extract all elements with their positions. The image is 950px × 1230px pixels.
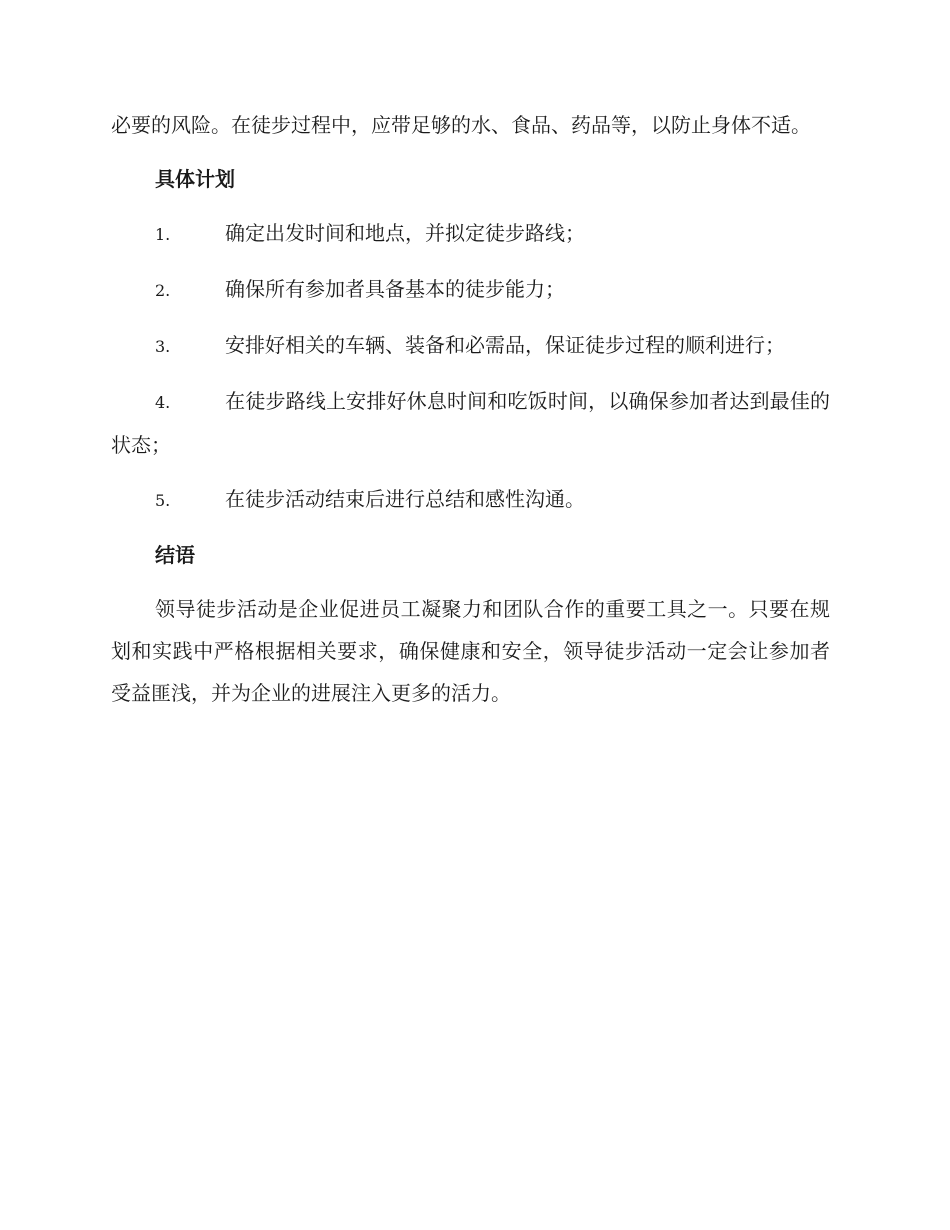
plan-list-item bbox=[111, 212, 830, 256]
list-item-text: 确保所有参加者具备基本的徒步能力； bbox=[225, 277, 565, 301]
section-heading-plan: 具体计划 bbox=[155, 167, 235, 191]
list-item-text: 在徒步活动结束后进行总结和感性沟通。 bbox=[225, 487, 585, 511]
list-item-text: 安排好相关的车辆、装备和必需品，保证徒步过程的顺利进行； bbox=[225, 333, 785, 357]
section-heading-conclusion: 结语 bbox=[155, 543, 195, 567]
plan-list-item bbox=[111, 324, 830, 368]
list-number: 5. bbox=[155, 491, 171, 510]
list-number: 3. bbox=[155, 337, 171, 356]
plan-list-item bbox=[111, 380, 830, 466]
plan-list-item bbox=[111, 478, 830, 522]
list-number: 4. bbox=[155, 393, 171, 412]
plan-list-item bbox=[111, 268, 830, 312]
intro-continuation-paragraph: 必要的风险。在徒步过程中，应带足够的水、食品、药品等，以防止身体不适。 bbox=[111, 113, 811, 137]
conclusion-paragraph: 领导徒步活动是企业促进员工凝聚力和团队合作的重要工具之一。只要在规划和实践中严格根据相关要求，确保健康和安全，领导徒步活动一定会让参加者受益匪浅，并为企业的进展注入更多的活力。 bbox=[111, 597, 830, 705]
list-number: 1. bbox=[155, 225, 171, 244]
list-number: 2. bbox=[155, 281, 171, 300]
list-item-text: 确定出发时间和地点，并拟定徒步路线； bbox=[225, 221, 585, 245]
list-item-text: 在徒步路线上安排好休息时间和吃饭时间，以确保参加者达到最佳的状态； bbox=[111, 389, 830, 457]
